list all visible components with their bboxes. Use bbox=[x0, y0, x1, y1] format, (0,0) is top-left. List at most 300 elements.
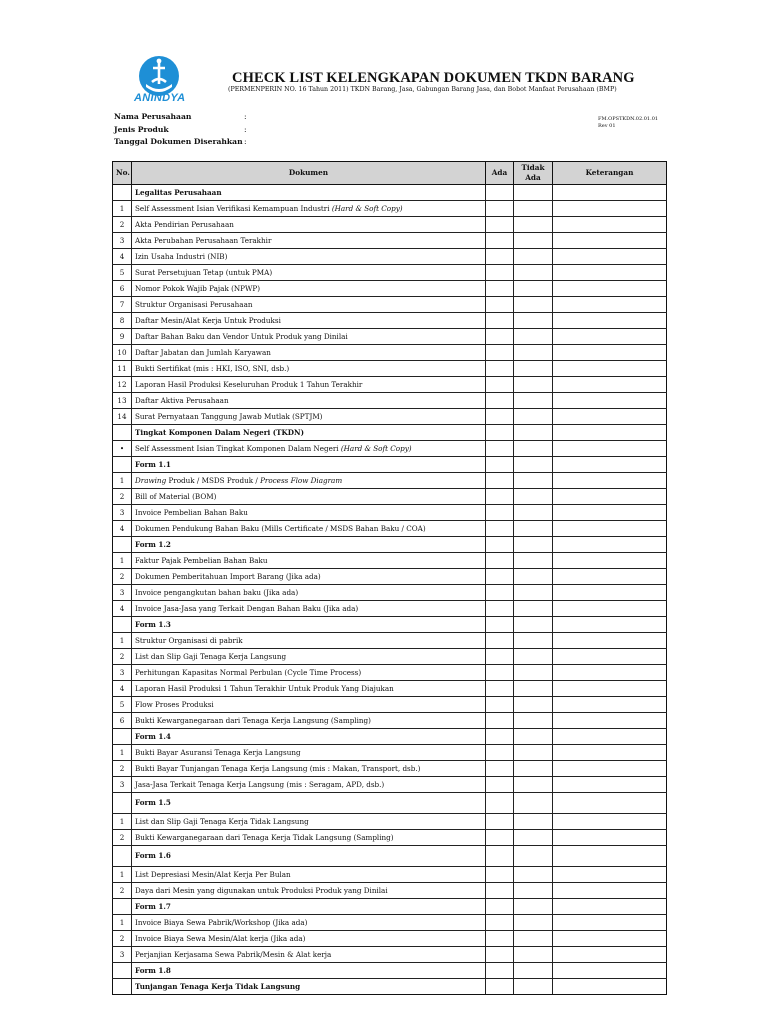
tidak-ada-checkbox-cell[interactable] bbox=[514, 761, 553, 777]
row-number: 1 bbox=[113, 745, 132, 761]
ada-checkbox-cell[interactable] bbox=[486, 505, 514, 521]
document-name bbox=[132, 185, 486, 201]
keterangan-cell[interactable] bbox=[553, 569, 667, 585]
row-number: 2 bbox=[113, 830, 132, 846]
tidak-ada-checkbox-cell[interactable] bbox=[514, 361, 553, 377]
tidak-ada-checkbox-cell[interactable] bbox=[514, 505, 553, 521]
ada-checkbox-cell[interactable] bbox=[486, 846, 514, 867]
row-number: 4 bbox=[113, 521, 132, 537]
table-row bbox=[113, 947, 667, 963]
row-number: 2 bbox=[113, 489, 132, 505]
table-row bbox=[113, 553, 667, 569]
tidak-ada-checkbox-cell[interactable] bbox=[514, 537, 553, 553]
tidak-ada-checkbox-cell[interactable] bbox=[514, 457, 553, 473]
tidak-ada-checkbox-cell[interactable] bbox=[514, 233, 553, 249]
table-row bbox=[113, 489, 667, 505]
ada-checkbox-cell[interactable] bbox=[486, 681, 514, 697]
table-row bbox=[113, 505, 667, 521]
tidak-ada-checkbox-cell[interactable] bbox=[514, 569, 553, 585]
ada-checkbox-cell[interactable] bbox=[486, 601, 514, 617]
tidak-ada-checkbox-cell[interactable] bbox=[514, 265, 553, 281]
tidak-ada-checkbox-cell[interactable] bbox=[514, 697, 553, 713]
keterangan-cell[interactable] bbox=[553, 601, 667, 617]
keterangan-cell[interactable] bbox=[553, 761, 667, 777]
tidak-ada-checkbox-cell[interactable] bbox=[514, 393, 553, 409]
table-row bbox=[113, 249, 667, 265]
tidak-ada-checkbox-cell[interactable] bbox=[514, 883, 553, 899]
document-name-text: Legalitas Perusahaan bbox=[135, 187, 222, 197]
row-number: 4 bbox=[113, 681, 132, 697]
document-name bbox=[132, 681, 486, 697]
ada-checkbox-cell[interactable] bbox=[486, 745, 514, 761]
ada-checkbox-cell[interactable] bbox=[486, 217, 514, 233]
ada-checkbox-cell[interactable] bbox=[486, 233, 514, 249]
ada-checkbox-cell[interactable] bbox=[486, 265, 514, 281]
document-name-text: Daya dari Mesin yang digunakan untuk Produksi Produk yang Dinilai bbox=[135, 885, 388, 895]
col-header-keterangan: Keterangan bbox=[553, 162, 667, 185]
table-row bbox=[113, 521, 667, 537]
tidak-ada-checkbox-cell[interactable] bbox=[514, 633, 553, 649]
keterangan-cell[interactable] bbox=[553, 681, 667, 697]
keterangan-cell[interactable] bbox=[553, 963, 667, 979]
ada-checkbox-cell[interactable] bbox=[486, 329, 514, 345]
row-number bbox=[113, 846, 132, 867]
document-name bbox=[132, 521, 486, 537]
table-row bbox=[113, 883, 667, 899]
table-row bbox=[113, 713, 667, 729]
document-name bbox=[132, 217, 486, 233]
document-name-text: Bukti Bayar Asuransi Tenaga Kerja Langsung bbox=[135, 747, 301, 757]
document-name bbox=[132, 697, 486, 713]
ada-checkbox-cell[interactable] bbox=[486, 585, 514, 601]
tidak-ada-checkbox-cell[interactable] bbox=[514, 473, 553, 489]
ada-checkbox-cell[interactable] bbox=[486, 793, 514, 814]
keterangan-cell[interactable] bbox=[553, 931, 667, 947]
ada-checkbox-cell[interactable] bbox=[486, 915, 514, 931]
tidak-ada-checkbox-cell[interactable] bbox=[514, 585, 553, 601]
tidak-ada-checkbox-cell[interactable] bbox=[514, 553, 553, 569]
row-number: 2 bbox=[113, 761, 132, 777]
keterangan-cell[interactable] bbox=[553, 217, 667, 233]
keterangan-cell[interactable] bbox=[553, 249, 667, 265]
ada-checkbox-cell[interactable] bbox=[486, 697, 514, 713]
logo-text: ANINDYA bbox=[134, 92, 186, 104]
ada-checkbox-cell[interactable] bbox=[486, 713, 514, 729]
table-row bbox=[113, 409, 667, 425]
keterangan-cell[interactable] bbox=[553, 297, 667, 313]
info-label: Nama Perusahaan bbox=[114, 112, 192, 121]
ada-checkbox-cell[interactable] bbox=[486, 457, 514, 473]
document-name-text: Tunjangan Tenaga Kerja Tidak Langsung bbox=[135, 981, 301, 991]
row-number: 3 bbox=[113, 665, 132, 681]
tidak-ada-checkbox-cell[interactable] bbox=[514, 665, 553, 681]
table-row bbox=[113, 633, 667, 649]
ada-checkbox-cell[interactable] bbox=[486, 377, 514, 393]
document-name bbox=[132, 457, 486, 473]
keterangan-cell[interactable] bbox=[553, 473, 667, 489]
document-name bbox=[132, 393, 486, 409]
ada-checkbox-cell[interactable] bbox=[486, 729, 514, 745]
info-tanggal-dokumen bbox=[114, 137, 247, 146]
tidak-ada-checkbox-cell[interactable] bbox=[514, 846, 553, 867]
keterangan-cell[interactable] bbox=[553, 281, 667, 297]
ada-checkbox-cell[interactable] bbox=[486, 899, 514, 915]
keterangan-cell[interactable] bbox=[553, 830, 667, 846]
keterangan-cell[interactable] bbox=[553, 585, 667, 601]
document-name-text: Daftar Bahan Baku dan Vendor Untuk Produk yang Dinilai bbox=[135, 331, 348, 341]
tidak-ada-checkbox-cell[interactable] bbox=[514, 814, 553, 830]
tidak-ada-checkbox-cell[interactable] bbox=[514, 681, 553, 697]
ada-checkbox-cell[interactable] bbox=[486, 361, 514, 377]
document-name bbox=[132, 249, 486, 265]
ada-checkbox-cell[interactable] bbox=[486, 537, 514, 553]
row-number bbox=[113, 185, 132, 201]
document-name bbox=[132, 441, 486, 457]
ada-checkbox-cell[interactable] bbox=[486, 777, 514, 793]
document-name bbox=[132, 281, 486, 297]
ada-checkbox-cell[interactable] bbox=[486, 441, 514, 457]
document-name-text: Bukti Sertifikat (mis : HKI, ISO, SNI, dsb.) bbox=[135, 363, 290, 373]
keterangan-cell[interactable] bbox=[553, 915, 667, 931]
tidak-ada-checkbox-cell[interactable] bbox=[514, 899, 553, 915]
tidak-ada-checkbox-cell[interactable] bbox=[514, 281, 553, 297]
tidak-ada-checkbox-cell[interactable] bbox=[514, 601, 553, 617]
document-name bbox=[132, 569, 486, 585]
document-name bbox=[132, 361, 486, 377]
section-header-row bbox=[113, 963, 667, 979]
tidak-ada-checkbox-cell[interactable] bbox=[514, 313, 553, 329]
keterangan-cell[interactable] bbox=[553, 697, 667, 713]
tidak-ada-checkbox-cell[interactable] bbox=[514, 830, 553, 846]
info-colon: : bbox=[244, 137, 247, 146]
row-number: 7 bbox=[113, 297, 132, 313]
ada-checkbox-cell[interactable] bbox=[486, 761, 514, 777]
tidak-ada-checkbox-cell[interactable] bbox=[514, 377, 553, 393]
ada-checkbox-cell[interactable] bbox=[486, 553, 514, 569]
document-reference bbox=[598, 116, 658, 129]
ada-checkbox-cell[interactable] bbox=[486, 867, 514, 883]
document-name bbox=[132, 830, 486, 846]
keterangan-cell[interactable] bbox=[553, 537, 667, 553]
tidak-ada-checkbox-cell[interactable] bbox=[514, 409, 553, 425]
keterangan-cell[interactable] bbox=[553, 633, 667, 649]
info-colon: : bbox=[244, 112, 247, 121]
document-name-text: Form 1.3 bbox=[135, 619, 171, 629]
keterangan-cell[interactable] bbox=[553, 185, 667, 201]
keterangan-cell[interactable] bbox=[553, 745, 667, 761]
table-row bbox=[113, 867, 667, 883]
ada-checkbox-cell[interactable] bbox=[486, 931, 514, 947]
table-row bbox=[113, 665, 667, 681]
row-number: 3 bbox=[113, 947, 132, 963]
table-row bbox=[113, 681, 667, 697]
doc-code: FM.OPSTKDN.02.01.01 bbox=[598, 116, 659, 122]
tidak-ada-checkbox-cell[interactable] bbox=[514, 185, 553, 201]
document-name-text: Daftar Jabatan dan Jumlah Karyawan bbox=[135, 347, 271, 357]
tidak-ada-checkbox-cell[interactable] bbox=[514, 745, 553, 761]
col-header-tidak-line2: Ada bbox=[525, 173, 541, 182]
table-row bbox=[113, 814, 667, 830]
document-name bbox=[132, 297, 486, 313]
document-name-text: Form 1.4 bbox=[135, 731, 171, 741]
section-header-row bbox=[113, 846, 667, 867]
ada-checkbox-cell[interactable] bbox=[486, 473, 514, 489]
tidak-ada-checkbox-cell[interactable] bbox=[514, 201, 553, 217]
row-number: 1 bbox=[113, 915, 132, 931]
section-header-row bbox=[113, 793, 667, 814]
tidak-ada-checkbox-cell[interactable] bbox=[514, 649, 553, 665]
row-number: 1 bbox=[113, 814, 132, 830]
document-name-italic-prefix: Drawing bbox=[135, 475, 167, 485]
keterangan-cell[interactable] bbox=[553, 883, 667, 899]
document-name-text: Form 1.8 bbox=[135, 965, 171, 975]
table-row bbox=[113, 345, 667, 361]
document-name bbox=[132, 793, 486, 814]
tidak-ada-checkbox-cell[interactable] bbox=[514, 521, 553, 537]
keterangan-cell[interactable] bbox=[553, 457, 667, 473]
keterangan-cell[interactable] bbox=[553, 665, 667, 681]
keterangan-cell[interactable] bbox=[553, 377, 667, 393]
document-name-text: Surat Persetujuan Tetap (untuk PMA) bbox=[135, 267, 273, 277]
table-row bbox=[113, 297, 667, 313]
document-name-text: Produk / MSDS Produk / bbox=[166, 475, 261, 485]
keterangan-cell[interactable] bbox=[553, 617, 667, 633]
tidak-ada-checkbox-cell[interactable] bbox=[514, 793, 553, 814]
tidak-ada-checkbox-cell[interactable] bbox=[514, 425, 553, 441]
document-name-text: Form 1.2 bbox=[135, 539, 171, 549]
tidak-ada-checkbox-cell[interactable] bbox=[514, 489, 553, 505]
ada-checkbox-cell[interactable] bbox=[486, 409, 514, 425]
checklist-body bbox=[113, 185, 667, 995]
info-colon: : bbox=[244, 125, 247, 134]
row-number: 3 bbox=[113, 777, 132, 793]
ada-checkbox-cell[interactable] bbox=[486, 814, 514, 830]
ada-checkbox-cell[interactable] bbox=[486, 281, 514, 297]
tidak-ada-checkbox-cell[interactable] bbox=[514, 345, 553, 361]
row-number bbox=[113, 457, 132, 473]
keterangan-cell[interactable] bbox=[553, 729, 667, 745]
table-row bbox=[113, 697, 667, 713]
table-row bbox=[113, 761, 667, 777]
col-header-no: No. bbox=[113, 162, 132, 185]
document-name bbox=[132, 729, 486, 745]
keterangan-cell[interactable] bbox=[553, 846, 667, 867]
document-name bbox=[132, 931, 486, 947]
document-name-text: Bukti Kewarganegaraan dari Tenaga Kerja Langsung (Sampling) bbox=[135, 715, 371, 725]
keterangan-cell[interactable] bbox=[553, 425, 667, 441]
row-number: 6 bbox=[113, 713, 132, 729]
ada-checkbox-cell[interactable] bbox=[486, 297, 514, 313]
row-number: 2 bbox=[113, 217, 132, 233]
keterangan-cell[interactable] bbox=[553, 393, 667, 409]
ada-checkbox-cell[interactable] bbox=[486, 979, 514, 995]
tidak-ada-checkbox-cell[interactable] bbox=[514, 963, 553, 979]
keterangan-cell[interactable] bbox=[553, 265, 667, 281]
tidak-ada-checkbox-cell[interactable] bbox=[514, 931, 553, 947]
ada-checkbox-cell[interactable] bbox=[486, 521, 514, 537]
table-row bbox=[113, 233, 667, 249]
row-number: 1 bbox=[113, 633, 132, 649]
tidak-ada-checkbox-cell[interactable] bbox=[514, 947, 553, 963]
document-name-text: Form 1.5 bbox=[135, 798, 171, 807]
document-name bbox=[132, 489, 486, 505]
row-number bbox=[113, 899, 132, 915]
tidak-ada-checkbox-cell[interactable] bbox=[514, 713, 553, 729]
tidak-ada-checkbox-cell[interactable] bbox=[514, 217, 553, 233]
table-row bbox=[113, 569, 667, 585]
document-name bbox=[132, 761, 486, 777]
document-name-text: Izin Usaha Industri (NIB) bbox=[135, 251, 228, 261]
row-number: 1 bbox=[113, 867, 132, 883]
document-name bbox=[132, 329, 486, 345]
keterangan-cell[interactable] bbox=[553, 233, 667, 249]
table-row bbox=[113, 585, 667, 601]
document-name bbox=[132, 979, 486, 995]
row-number: 2 bbox=[113, 569, 132, 585]
keterangan-cell[interactable] bbox=[553, 814, 667, 830]
document-name bbox=[132, 633, 486, 649]
keterangan-cell[interactable] bbox=[553, 329, 667, 345]
ada-checkbox-cell[interactable] bbox=[486, 947, 514, 963]
ada-checkbox-cell[interactable] bbox=[486, 617, 514, 633]
row-number bbox=[113, 979, 132, 995]
document-name-text: Self Assessment Isian Tingkat Komponen Dalam Negeri bbox=[135, 443, 339, 453]
document-name-italic-note: (Hard & Soft Copy) bbox=[331, 203, 403, 213]
ada-checkbox-cell[interactable] bbox=[486, 963, 514, 979]
document-name bbox=[132, 777, 486, 793]
row-number: 2 bbox=[113, 931, 132, 947]
keterangan-cell[interactable] bbox=[553, 867, 667, 883]
tidak-ada-checkbox-cell[interactable] bbox=[514, 441, 553, 457]
tidak-ada-checkbox-cell[interactable] bbox=[514, 329, 553, 345]
tidak-ada-checkbox-cell[interactable] bbox=[514, 915, 553, 931]
ada-checkbox-cell[interactable] bbox=[486, 569, 514, 585]
document-name-text: List dan Slip Gaji Tenaga Kerja Tidak Langsung bbox=[135, 816, 309, 826]
keterangan-cell[interactable] bbox=[553, 201, 667, 217]
page-title: CHECK LIST KELENGKAPAN DOKUMEN TKDN BARANG bbox=[232, 70, 635, 86]
row-number: 2 bbox=[113, 649, 132, 665]
document-name bbox=[132, 899, 486, 915]
document-name bbox=[132, 537, 486, 553]
ada-checkbox-cell[interactable] bbox=[486, 249, 514, 265]
ada-checkbox-cell[interactable] bbox=[486, 830, 514, 846]
keterangan-cell[interactable] bbox=[553, 899, 667, 915]
ada-checkbox-cell[interactable] bbox=[486, 633, 514, 649]
table-row bbox=[113, 915, 667, 931]
document-name bbox=[132, 649, 486, 665]
ada-checkbox-cell[interactable] bbox=[486, 185, 514, 201]
keterangan-cell[interactable] bbox=[553, 793, 667, 814]
document-name bbox=[132, 473, 486, 489]
ada-checkbox-cell[interactable] bbox=[486, 425, 514, 441]
tidak-ada-checkbox-cell[interactable] bbox=[514, 867, 553, 883]
keterangan-cell[interactable] bbox=[553, 553, 667, 569]
keterangan-cell[interactable] bbox=[553, 521, 667, 537]
doc-revision: Rev 01 bbox=[598, 122, 616, 129]
row-number: 13 bbox=[113, 393, 132, 409]
info-label: Tanggal Dokumen Diserahkan bbox=[114, 137, 243, 146]
tidak-ada-checkbox-cell[interactable] bbox=[514, 249, 553, 265]
ada-checkbox-cell[interactable] bbox=[486, 201, 514, 217]
row-number: • bbox=[113, 441, 132, 457]
ada-checkbox-cell[interactable] bbox=[486, 489, 514, 505]
document-name bbox=[132, 585, 486, 601]
row-number: 10 bbox=[113, 345, 132, 361]
ada-checkbox-cell[interactable] bbox=[486, 883, 514, 899]
row-number: 1 bbox=[113, 201, 132, 217]
row-number bbox=[113, 963, 132, 979]
keterangan-cell[interactable] bbox=[553, 649, 667, 665]
ada-checkbox-cell[interactable] bbox=[486, 665, 514, 681]
table-row bbox=[113, 217, 667, 233]
keterangan-cell[interactable] bbox=[553, 505, 667, 521]
tidak-ada-checkbox-cell[interactable] bbox=[514, 777, 553, 793]
row-number: 4 bbox=[113, 601, 132, 617]
document-name-text: Struktur Organisasi Perusahaan bbox=[135, 299, 253, 309]
document-name bbox=[132, 915, 486, 931]
row-number: 5 bbox=[113, 697, 132, 713]
section-header-row bbox=[113, 537, 667, 553]
keterangan-cell[interactable] bbox=[553, 979, 667, 995]
document-name-text: Bukti Kewarganegaraan dari Tenaga Kerja Tidak Langsung (Sampling) bbox=[135, 832, 394, 842]
document-name-text: Flow Proses Produksi bbox=[135, 699, 214, 709]
document-name bbox=[132, 867, 486, 883]
info-label: Jenis Produk bbox=[114, 125, 169, 134]
ada-checkbox-cell[interactable] bbox=[486, 345, 514, 361]
row-number: 6 bbox=[113, 281, 132, 297]
document-name-text: Dokumen Pemberitahuan Import Barang (Jika ada) bbox=[135, 571, 321, 581]
keterangan-cell[interactable] bbox=[553, 777, 667, 793]
document-name-text: Bukti Bayar Tunjangan Tenaga Kerja Langsung (mis : Makan, Transport, dsb.) bbox=[135, 763, 421, 773]
keterangan-cell[interactable] bbox=[553, 409, 667, 425]
document-name-text: Invoice Biaya Sewa Pabrik/Workshop (Jika ada) bbox=[135, 917, 308, 927]
tidak-ada-checkbox-cell[interactable] bbox=[514, 617, 553, 633]
section-header-row bbox=[113, 729, 667, 745]
document-name-text: Nomor Pokok Wajib Pajak (NPWP) bbox=[135, 283, 261, 293]
document-name bbox=[132, 409, 486, 425]
keterangan-cell[interactable] bbox=[553, 441, 667, 457]
document-name-text: Laporan Hasil Produksi 1 Tahun Terakhir Untuk Produk Yang Diajukan bbox=[135, 683, 394, 693]
keterangan-cell[interactable] bbox=[553, 345, 667, 361]
keterangan-cell[interactable] bbox=[553, 313, 667, 329]
ada-checkbox-cell[interactable] bbox=[486, 649, 514, 665]
table-header-row bbox=[113, 162, 667, 185]
tidak-ada-checkbox-cell[interactable] bbox=[514, 729, 553, 745]
keterangan-cell[interactable] bbox=[553, 713, 667, 729]
keterangan-cell[interactable] bbox=[553, 947, 667, 963]
table-row bbox=[113, 377, 667, 393]
row-number: 3 bbox=[113, 233, 132, 249]
keterangan-cell[interactable] bbox=[553, 361, 667, 377]
document-name bbox=[132, 345, 486, 361]
document-name bbox=[132, 713, 486, 729]
tidak-ada-checkbox-cell[interactable] bbox=[514, 979, 553, 995]
document-name-text: Form 1.1 bbox=[135, 459, 171, 469]
tidak-ada-checkbox-cell[interactable] bbox=[514, 297, 553, 313]
info-jenis-produk bbox=[114, 125, 247, 134]
page-subtitle: (PERMENPERIN NO. 16 Tahun 2011) TKDN Barang, Jasa, Gabungan Barang Jasa, dan Bobot Manfaat Perusahaan (BMP) bbox=[228, 86, 617, 93]
ada-checkbox-cell[interactable] bbox=[486, 313, 514, 329]
document-name-text: Invoice pengangkutan bahan baku (Jika ada) bbox=[135, 587, 299, 597]
section-header-row bbox=[113, 457, 667, 473]
document-name bbox=[132, 745, 486, 761]
document-name-text: Form 1.6 bbox=[135, 851, 171, 860]
table-row bbox=[113, 201, 667, 217]
keterangan-cell[interactable] bbox=[553, 489, 667, 505]
row-number bbox=[113, 729, 132, 745]
ada-checkbox-cell[interactable] bbox=[486, 393, 514, 409]
document-name bbox=[132, 425, 486, 441]
